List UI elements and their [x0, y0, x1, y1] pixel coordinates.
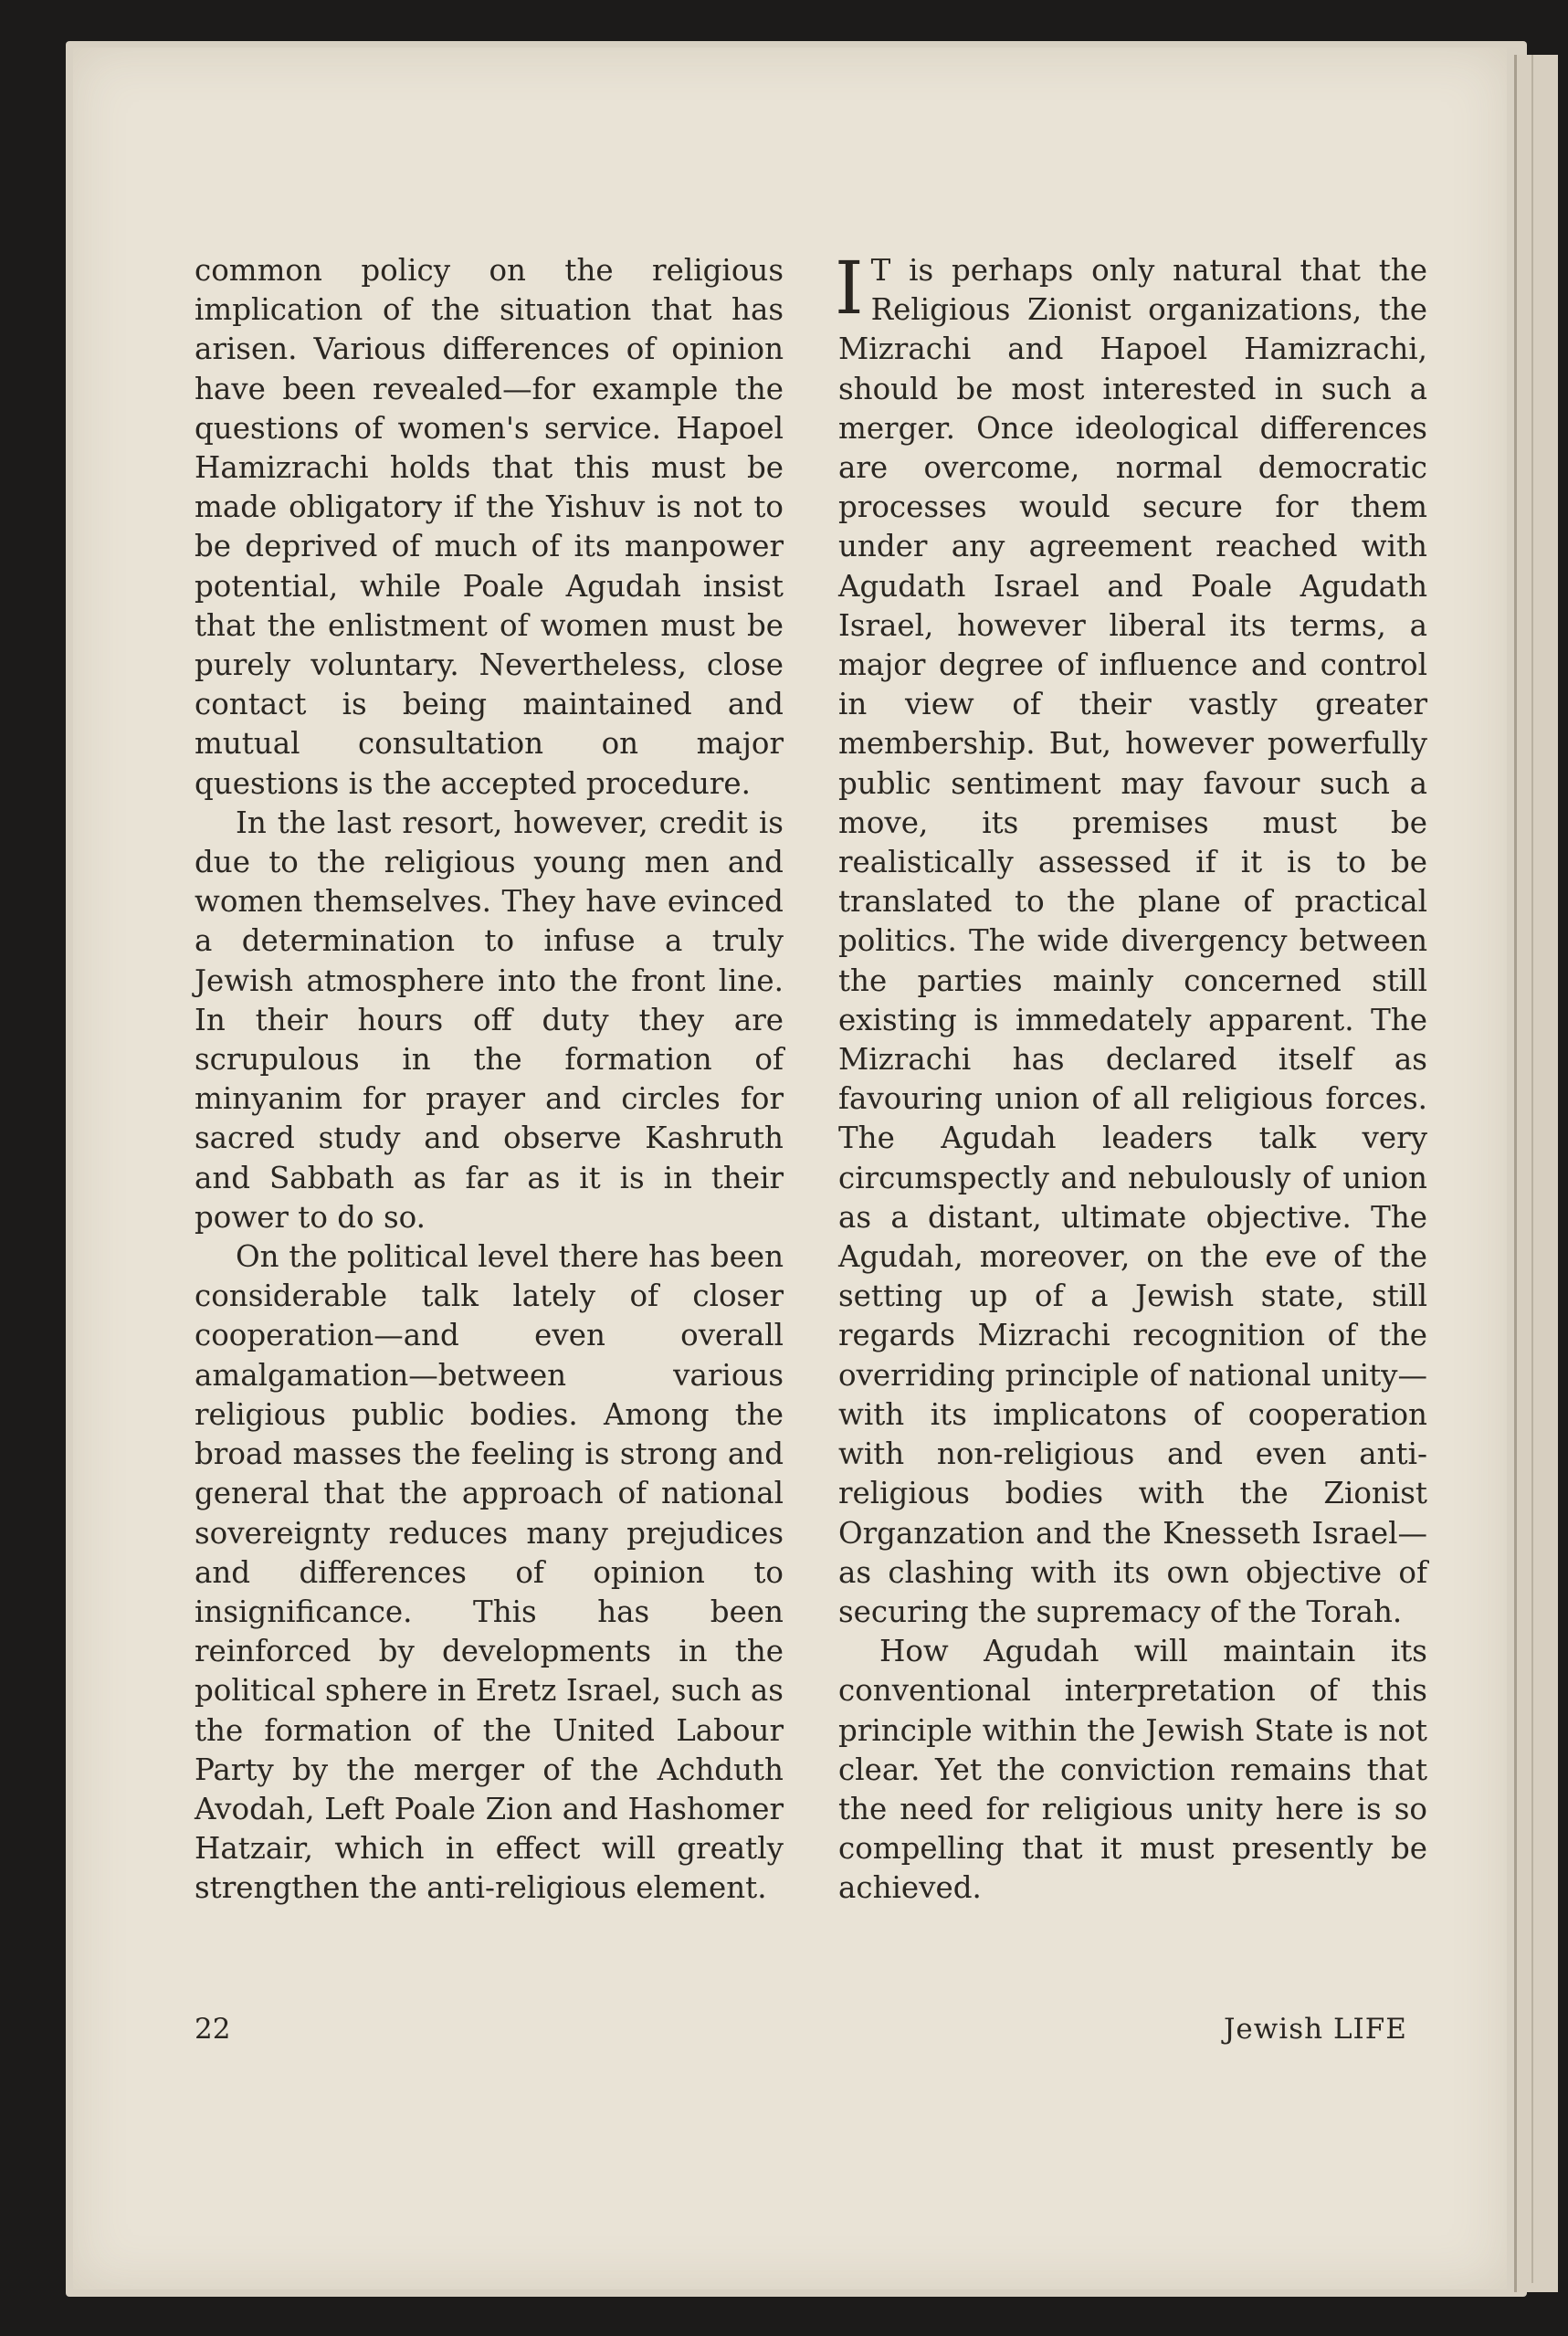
drop-cap: I [835, 246, 864, 331]
paragraph-3: On the political level there has been considerable talk lately of closer cooperation—and even overall amalgamation—between various religious public bodies. Among the broad masses the feeling is strong and general that the approach of national sovereignty reduces many prejudices and differences of opinion to insignificance. This has been reinforced by developments in the political sphere in Eretz Israel, such as the formation of the United Labour Party by the merger of the Achduth Avodah, Left Poale Zion and Hashomer Hatzair, which in effect will greatly strengthen the anti-religious element. [195, 1239, 784, 1906]
page-gutter [1531, 55, 1533, 2283]
left-text-column [195, 251, 784, 1909]
paragraph-4 [835, 246, 1427, 1632]
paragraph-5: How Agudah will maintain its conventional interpretation of this principle within the Jewish State is not clear. Yet the conviction remains that the need for religious unity here is so compelling that it must presently be achieved. [838, 1634, 1427, 1906]
paragraph-1: common policy on the religious implication of the situation that has arisen. Various differences of opinion have been revealed—for example the questions of women's service. Hapoel Hamizrachi holds that this must be made obligatory if the Yishuv is not to be deprived of much of its manpower potential, while Poale Agudah insist that the enlistment of women must be purely voluntary. Nevertheless, close contact is being maintained and mutual consultation on major questions is the accepted procedure. [195, 253, 784, 801]
paragraph-2: In the last resort, however, credit is due to the religious young men and women themselves. They have evinced a determination to infuse a truly Jewish atmosphere into the front line. In their hours off duty they are scrupulous in the formation of minyanim for prayer and circles for sacred study and observe Kashruth and Sabbath as far as it is in their power to do so. [195, 805, 784, 1235]
adjacent-page-edge [1514, 55, 1558, 2292]
right-text-column [835, 246, 1427, 1909]
paragraph-4-text: T is perhaps only natural that the Religious Zionist organizations, the Mizrachi and Hapoel Hamizrachi, should be most interested in such a merger. Once ideological differences are overcome, normal democratic processes would secure for them under any agreement reached with Agudath Israel and Poale Agudath Israel, however liberal its terms, a major degree of influence and control in view of their vastly greater membership. But, however powerfully public sentiment may favour such a move, its premises must be realistically assessed if it is to be translated to the plane of practical politics. The wide divergency between the parties mainly concerned still existing is immedately apparent. The Mizrachi has declared itself as favouring union of all religious forces. The Agudah leaders talk very circumspectly and nebulously of union as a distant, ultimate objective. The Agudah, moreover, on the eve of the setting up of a Jewish state, still regards Mizrachi recognition of the overriding principle of national unity—with its implicatons of cooperation with non-religious and even anti-religious bodies with the Zionist Organzation and the Knesseth Israel—as clashing with its own objective of securing the supremacy of the Torah. [838, 253, 1427, 1629]
running-title: Jewish LIFE [1224, 2013, 1407, 2046]
page-number: 22 [195, 2013, 231, 2046]
